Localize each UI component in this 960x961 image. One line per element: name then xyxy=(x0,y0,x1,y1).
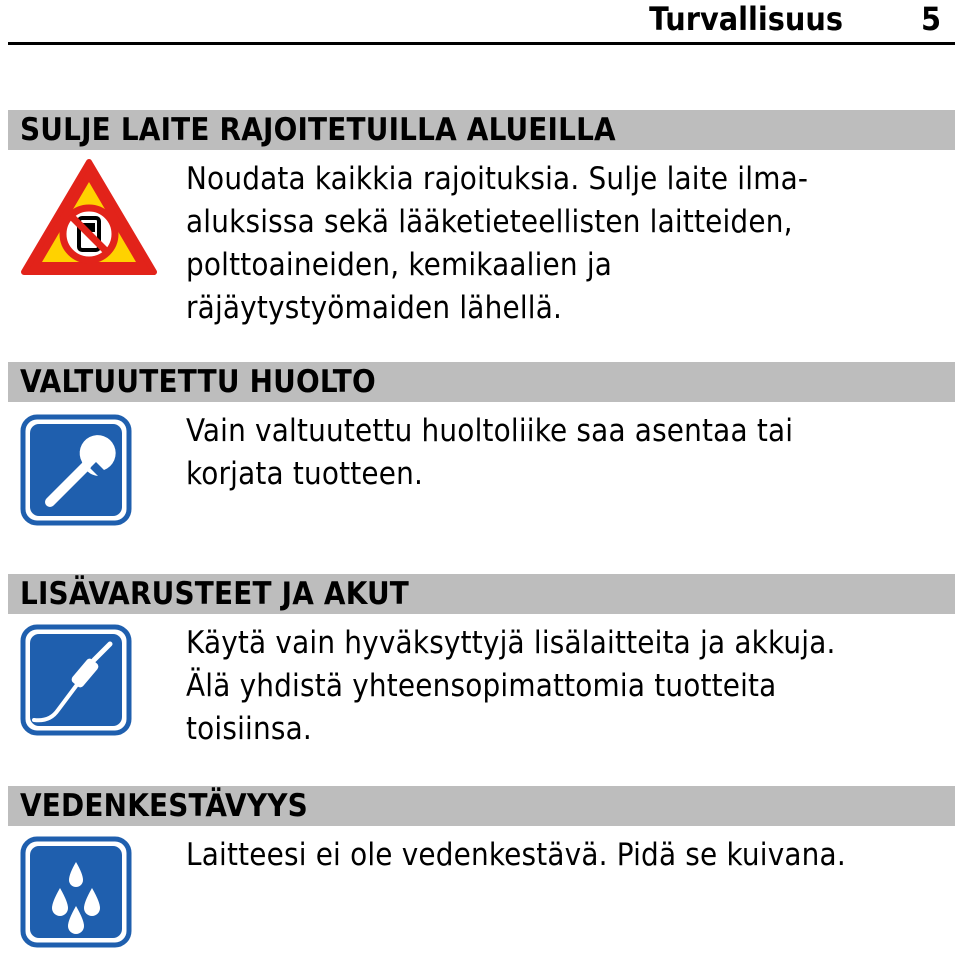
section-text xyxy=(186,158,951,330)
text-line: Laitteesi ei ole vedenkestävä. Pidä se kuivana. xyxy=(186,837,846,873)
text-line: aluksissa sekä lääketieteellisten laitteiden, xyxy=(186,204,793,240)
text-line: Noudata kaikkia rajoituksia. Sulje laite ilma- xyxy=(186,161,809,197)
no-phone-warning-icon xyxy=(20,158,158,282)
text-line: Älä yhdistä yhteensopimattomia tuotteita xyxy=(186,668,777,704)
text-line: Käytä vain hyväksyttyjä lisälaitteita ja akkuja. xyxy=(186,625,836,661)
section-text xyxy=(186,622,951,751)
section-text xyxy=(186,410,951,496)
text-line: toisiinsa. xyxy=(186,711,312,747)
section-heading: LISÄVARUSTEET JA AKUT xyxy=(8,574,955,614)
section-accessories-batteries xyxy=(8,574,955,747)
text-line: polttoaineiden, kemikaalien ja xyxy=(186,247,613,283)
section-heading: SULJE LAITE RAJOITETUILLA ALUEILLA xyxy=(8,110,955,150)
section-heading: VALTUUTETTU HUOLTO xyxy=(8,362,955,402)
wrench-icon xyxy=(20,414,132,530)
charger-plug-icon xyxy=(20,624,132,740)
section-authorized-service xyxy=(8,362,955,492)
section-heading: VEDENKESTÄVYYS xyxy=(8,786,955,826)
page-header xyxy=(8,0,955,45)
water-drops-icon xyxy=(20,836,132,952)
section-water-resistance xyxy=(8,786,955,873)
text-line: korjata tuotteen. xyxy=(186,456,424,492)
page-number: 5 xyxy=(920,0,941,38)
header-title: Turvallisuus xyxy=(649,0,843,38)
text-line: Vain valtuutettu huoltoliike saa asentaa tai xyxy=(186,413,794,449)
section-text xyxy=(186,834,951,877)
text-line: räjäytystyömaiden lähellä. xyxy=(186,290,563,326)
section-restricted-areas xyxy=(8,110,955,326)
